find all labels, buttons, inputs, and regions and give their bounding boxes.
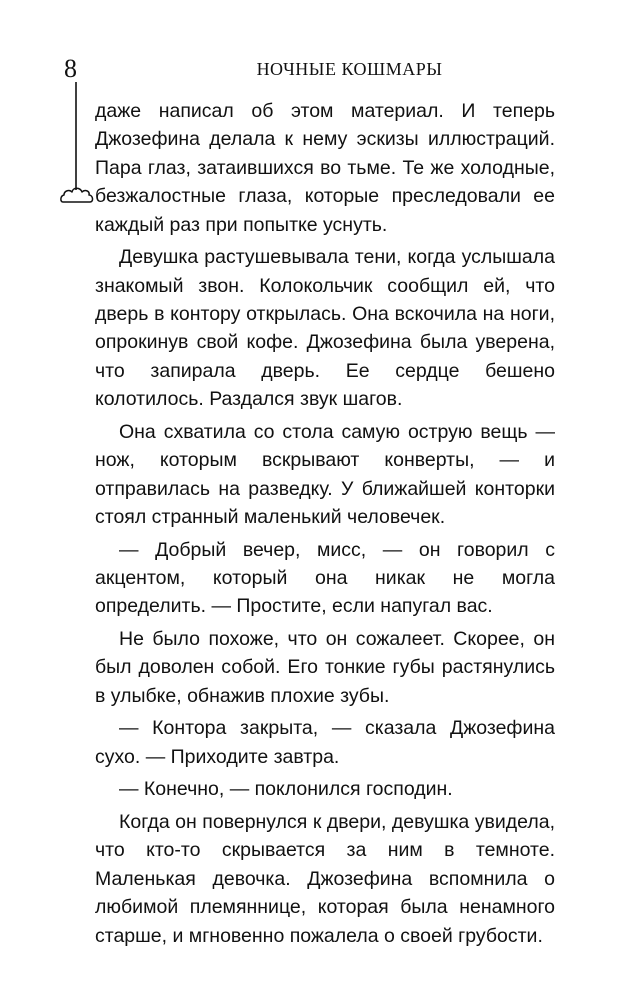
paragraph-4: — Добрый вечер, мисс, — он говорил с акцентом, который она никак не могла определить. — Простите, если напугал вас. [95, 538, 555, 618]
paragraph-8: Когда он повернулся к двери, девушка увидела, что кто-то скрывается за ним в темноте. Маленькая девочка. Джозефина вспомнила о любимой племяннице, которая была ненамного старше, и мгновенно пожалела о своей грубости. [95, 811, 555, 947]
paragraph-6: — Контора закрыта, — сказала Джозефина сухо. — Приходите завтра. [95, 717, 555, 768]
paragraph-5: Не было похоже, что он сожалеет. Скорее, он был доволен собой. Его тонкие губы растянулись в улыбке, обнажив плохие зубы. [95, 628, 555, 707]
body-text [95, 97, 555, 954]
running-head-title: НОЧНЫЕ КОШМАРЫ [256, 59, 443, 79]
paragraph-1: даже написал об этом материал. И теперь Джозефина делала к нему эскизы иллюстраций. Пара глаз, затаившихся во тьме. Те же холодные, безжалостные глаза, которые преследовали ее каждый раз при попытке уснуть. [95, 100, 555, 236]
page-number: 8 [64, 54, 77, 83]
paragraph-2: Девушка растушевывала тени, когда услышала знакомый звон. Колокольчик сообщил ей, что дверь в контору открылась. Она вскочила на ноги, опрокинув свой кофе. Джозефина была уверена, что запирала дверь. Ее сердце бешено колотилось. Раздался звук шагов. [95, 246, 555, 411]
cloud-on-string-icon [58, 82, 96, 210]
paragraph-3: Она схватила со стола самую острую вещь — нож, которым вскрывают конверты, — и отправилась на разведку. У ближайшей конторки стоял странный маленький человечек. [95, 420, 555, 529]
paragraph-7: — Конечно, — поклонился господин. [119, 778, 453, 801]
